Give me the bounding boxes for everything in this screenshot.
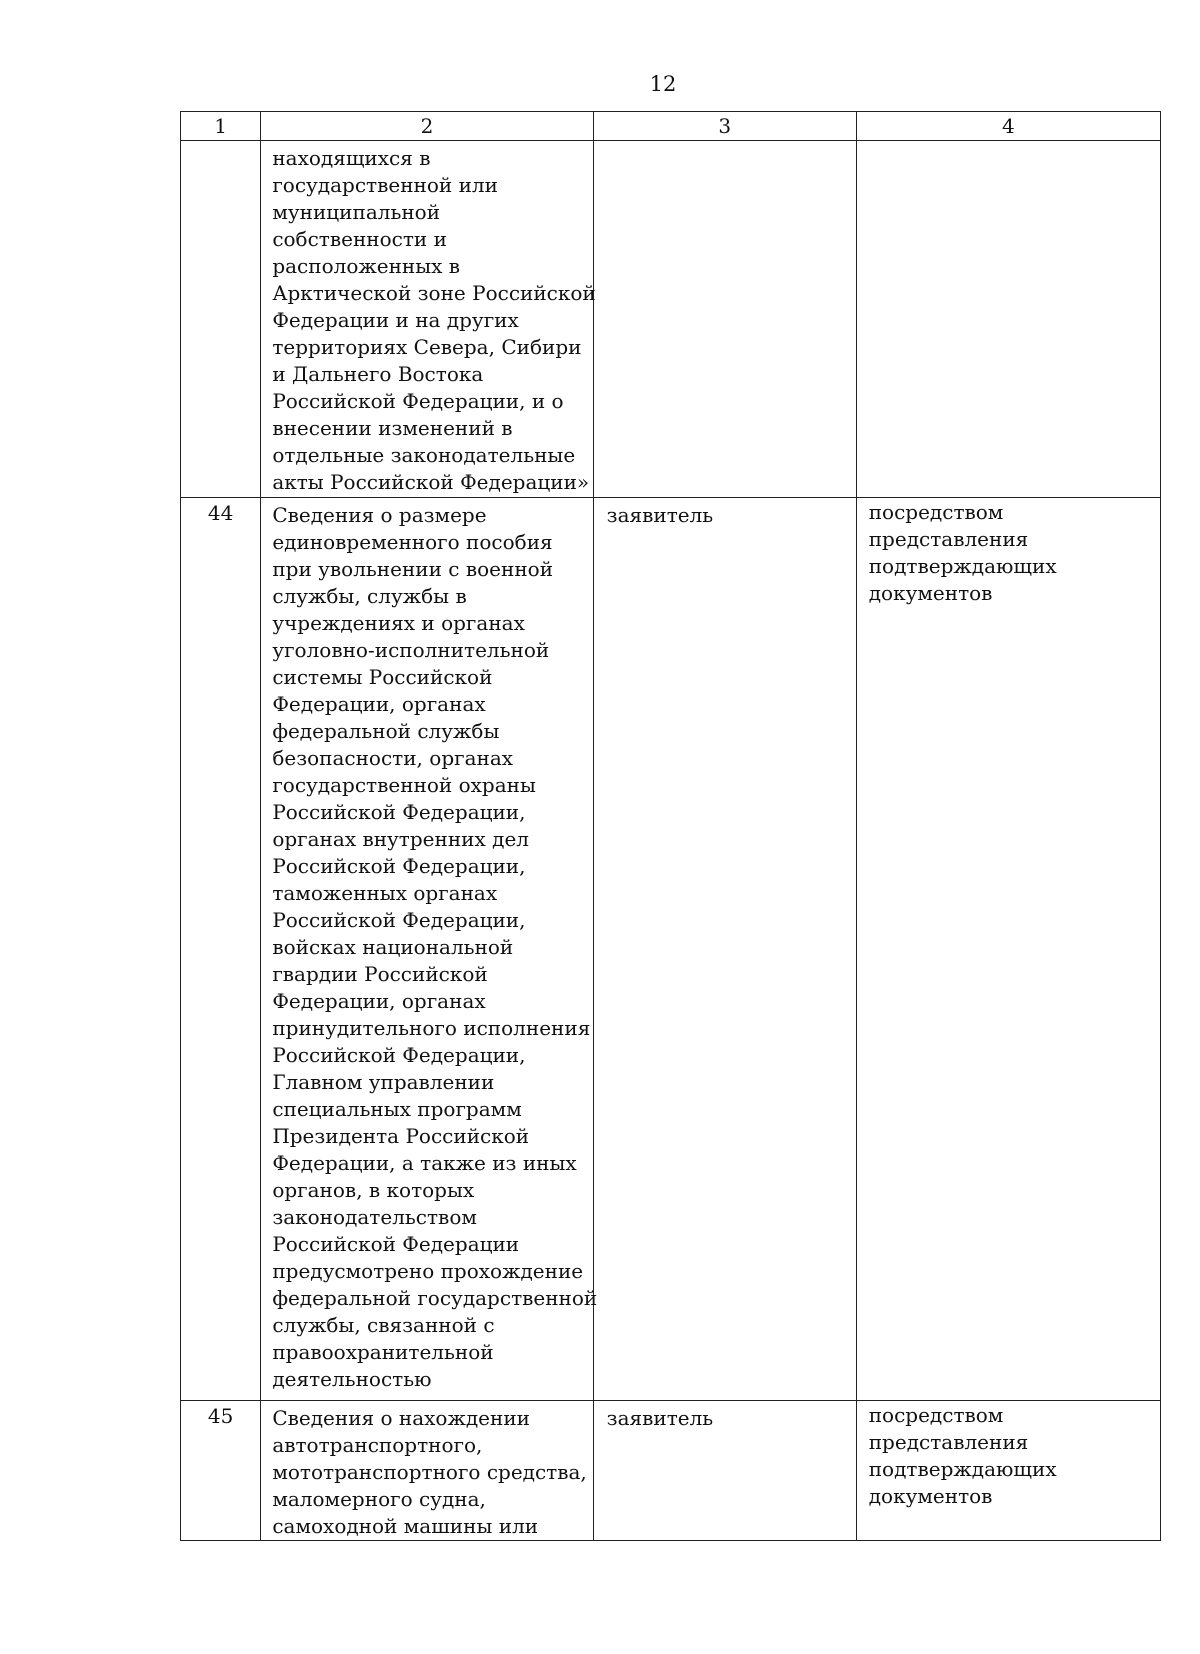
description-cell [261, 1401, 593, 1541]
text-line: гвардии Российской [272, 962, 488, 986]
source-cell [593, 141, 856, 498]
text-line: акты Российской Федерации» [272, 470, 590, 494]
text-line: Арктической зоне Российской [272, 281, 596, 305]
text-line: службы, связанной с [272, 1313, 495, 1337]
text-line: посредством [868, 1403, 1004, 1427]
text-line: собственности и [272, 227, 447, 251]
table-row [181, 1401, 1161, 1541]
source-cell: заявитель [593, 498, 856, 1401]
row-number-cell: 45 [181, 1401, 261, 1541]
text-line: документов [868, 1484, 993, 1508]
page-number: 12 [649, 72, 677, 96]
method-cell [856, 1401, 1160, 1541]
header-cell-1: 1 [181, 112, 261, 141]
table-row [181, 498, 1161, 1401]
text-line: находящихся в [272, 146, 431, 170]
text-line: Российской Федерации, [272, 800, 526, 824]
text-line: законодательством [272, 1205, 477, 1229]
text-line: самоходной машины или [272, 1514, 539, 1538]
text-line: Российской Федерации, [272, 1043, 526, 1067]
text-line: Сведения о размере [272, 503, 487, 527]
text-line: Российской Федерации, [272, 854, 526, 878]
header-cell-2: 2 [261, 112, 593, 141]
text-line: государственной или [272, 173, 498, 197]
text-line: правоохранительной [272, 1340, 494, 1364]
table-header-row [181, 112, 1161, 141]
text-line: Российской Федерации, и о [272, 389, 564, 413]
text-line: федеральной государственной [272, 1286, 598, 1310]
text-line: таможенных органах [272, 881, 498, 905]
text-line: внесении изменений в [272, 416, 513, 440]
text-line: федеральной службы [272, 719, 500, 743]
text-line: Федерации, а также из иных [272, 1151, 577, 1175]
text-line: Федерации, органах [272, 989, 486, 1013]
header-cell-3: 3 [593, 112, 856, 141]
table-row [181, 141, 1161, 498]
text-line: представления [868, 1430, 1029, 1454]
text-line: единовременного пособия [272, 530, 553, 554]
row-number-cell [181, 141, 261, 498]
text-line: автотранспортного, [272, 1433, 483, 1457]
text-line: специальных программ [272, 1097, 522, 1121]
method-cell [856, 498, 1160, 1401]
text-line: маломерного судна, [272, 1487, 486, 1511]
text-line: войсках национальной [272, 935, 514, 959]
text-line: учреждениях и органах [272, 611, 525, 635]
text-line: Сведения о нахождении [272, 1406, 531, 1430]
text-line: отдельные законодательные [272, 443, 576, 467]
text-line: предусмотрено прохождение [272, 1259, 584, 1283]
text-line: безопасности, органах [272, 746, 514, 770]
text-line: территориях Севера, Сибири [272, 335, 582, 359]
header-cell-4: 4 [856, 112, 1160, 141]
text-line: Главном управлении [272, 1070, 495, 1094]
text-line: государственной охраны [272, 773, 536, 797]
text-line: документов [868, 581, 993, 605]
text-line: системы Российской [272, 665, 493, 689]
text-line: подтверждающих [868, 1457, 1057, 1481]
text-line: Федерации, органах [272, 692, 486, 716]
text-line: принудительного исполнения [272, 1016, 591, 1040]
text-line: деятельностью [272, 1367, 432, 1391]
text-line: Российской Федерации [272, 1232, 520, 1256]
text-line: Федерации и на других [272, 308, 519, 332]
text-line: мототранспортного средства, [272, 1460, 587, 1484]
method-cell [856, 141, 1160, 498]
text-line: подтверждающих [868, 554, 1057, 578]
text-line: представления [868, 527, 1029, 551]
document-table [180, 111, 1161, 1541]
text-line: Российской Федерации, [272, 908, 526, 932]
text-line: уголовно-исполнительной [272, 638, 550, 662]
description-cell [261, 498, 598, 1401]
row-number-cell: 44 [181, 498, 261, 1401]
text-line: и Дальнего Востока [272, 362, 484, 386]
text-line: Президента Российской [272, 1124, 530, 1148]
text-line: органов, в которых [272, 1178, 475, 1202]
text-line: службы, службы в [272, 584, 467, 608]
description-cell [261, 141, 596, 498]
text-line: при увольнении с военной [272, 557, 554, 581]
text-line: органах внутренних дел [272, 827, 529, 851]
text-line: расположенных в [272, 254, 461, 278]
source-cell: заявитель [593, 1401, 856, 1541]
text-line: посредством [868, 500, 1004, 524]
text-line: муниципальной [272, 200, 441, 224]
